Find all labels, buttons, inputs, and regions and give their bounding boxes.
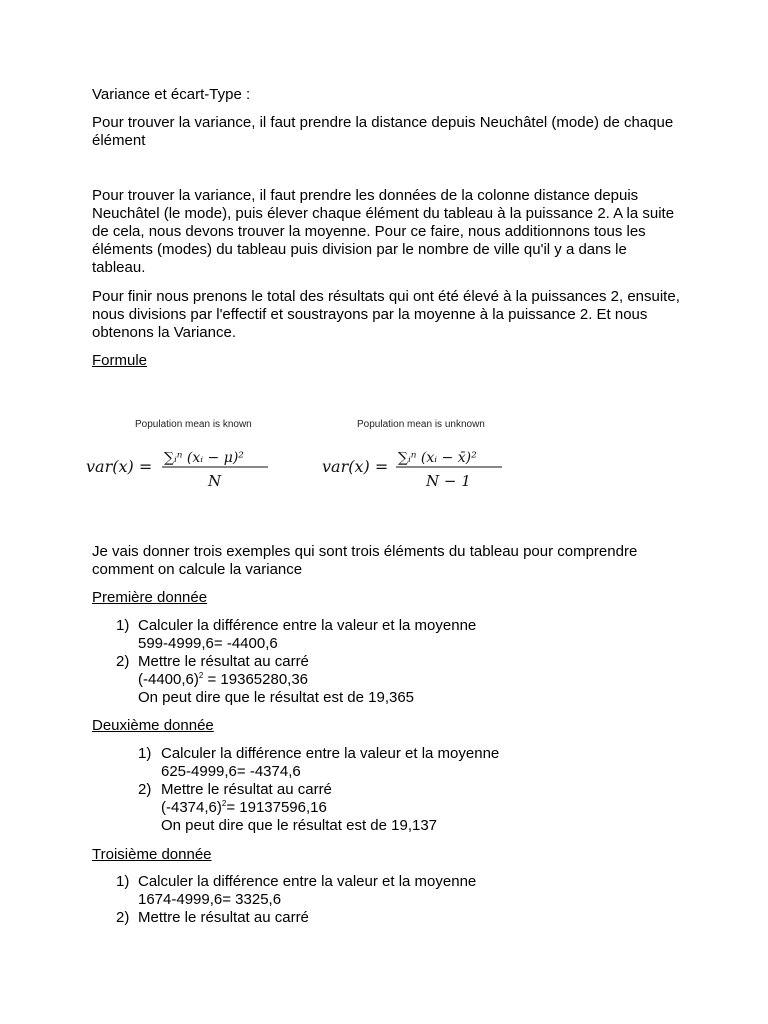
example-2-step1-calc: 625-4999,6= -4374,6 (161, 763, 301, 780)
example-1-step1: Calculer la différence entre la valeur et la moyenne (138, 617, 477, 634)
formula-unknown-denominator: N − 1 (426, 472, 471, 490)
paragraph-3: Pour finir nous prenons le total des résultats qui ont été élevé à la puissances 2, ensuite, nous divisions par l'effectif et soustrayons par la moyenne à la puissance 2. Et nous obtenons la Variance. (92, 288, 680, 341)
example-1-step1-number: 1) (116, 617, 130, 634)
example-3-step1-number: 1) (116, 873, 130, 890)
variance-formulas (86, 410, 526, 500)
example-1-step2-exponent: 2 (198, 671, 204, 680)
formula-known-lhs: var(x) = (86, 457, 153, 476)
formula-known-numerator: ∑ᵢⁿ (xᵢ − μ)² (164, 450, 244, 466)
examples-intro: Je vais donner trois exemples qui sont trois éléments du tableau pour comprendre comment on calcule la variance (92, 543, 638, 578)
example-2-step2-exponent: 2 (221, 799, 227, 808)
example-1-step1-calc: 599-4999,6= -4400,6 (138, 635, 278, 652)
formula-known-denominator: N (208, 472, 222, 490)
paragraph-2: Pour trouver la variance, il faut prendre les données de la colonne distance depuis Neuchâtel (le mode), puis élever chaque élément du tableau à la puissance 2. A la suite de cela, nous devons trouver la moyenne. Pour ce faire, nous additionnons tous les éléments (modes) du tableau puis division par le nombre de ville qu'il y a dans le tableau. (92, 187, 675, 276)
example-2-conclusion: On peut dire que le résultat est de 19,137 (161, 817, 438, 834)
example-2-step2-calc (161, 799, 327, 817)
formula-heading: Formule (92, 352, 148, 369)
example-1-step2-base: (-4400,6) (138, 671, 199, 688)
formula-image (86, 410, 526, 500)
example-2-step2-number: 2) (138, 781, 152, 798)
example-1-conclusion: On peut dire que le résultat est de 19,365 (138, 689, 415, 706)
example-2-step1-number: 1) (138, 745, 152, 762)
example-1-step2-number: 2) (116, 653, 130, 670)
formula-unknown-caption: Population mean is unknown (357, 419, 485, 430)
example-2-heading: Deuxième donnée (92, 717, 214, 734)
formula-known-caption: Population mean is known (135, 419, 252, 430)
example-2-step2-result: = 19137596,16 (226, 799, 327, 816)
example-1-step2-calc (138, 671, 308, 689)
example-1-step2-result: = 19365280,36 (203, 671, 309, 688)
example-3-heading: Troisième donnée (92, 846, 212, 863)
formula-unknown-lhs: var(x) = (322, 457, 389, 476)
paragraph-1: Pour trouver la variance, il faut prendre la distance depuis Neuchâtel (mode) de chaque élément (92, 114, 674, 149)
example-1-heading: Première donnée (92, 589, 208, 606)
example-1-step2: Mettre le résultat au carré (138, 653, 309, 670)
example-3-step2: Mettre le résultat au carré (138, 909, 309, 926)
example-3-step1-calc: 1674-4999,6= 3325,6 (138, 891, 282, 908)
example-2-step1: Calculer la différence entre la valeur et la moyenne (161, 745, 500, 762)
example-3-step1: Calculer la différence entre la valeur et la moyenne (138, 873, 477, 890)
formula-unknown-numerator: ∑ᵢⁿ (xᵢ − x̄)² (398, 450, 477, 466)
example-2-step2-base: (-4374,6) (161, 799, 222, 816)
example-2-step2: Mettre le résultat au carré (161, 781, 332, 798)
section-title: Variance et écart-Type : (92, 86, 251, 103)
example-3-step2-number: 2) (116, 909, 130, 926)
